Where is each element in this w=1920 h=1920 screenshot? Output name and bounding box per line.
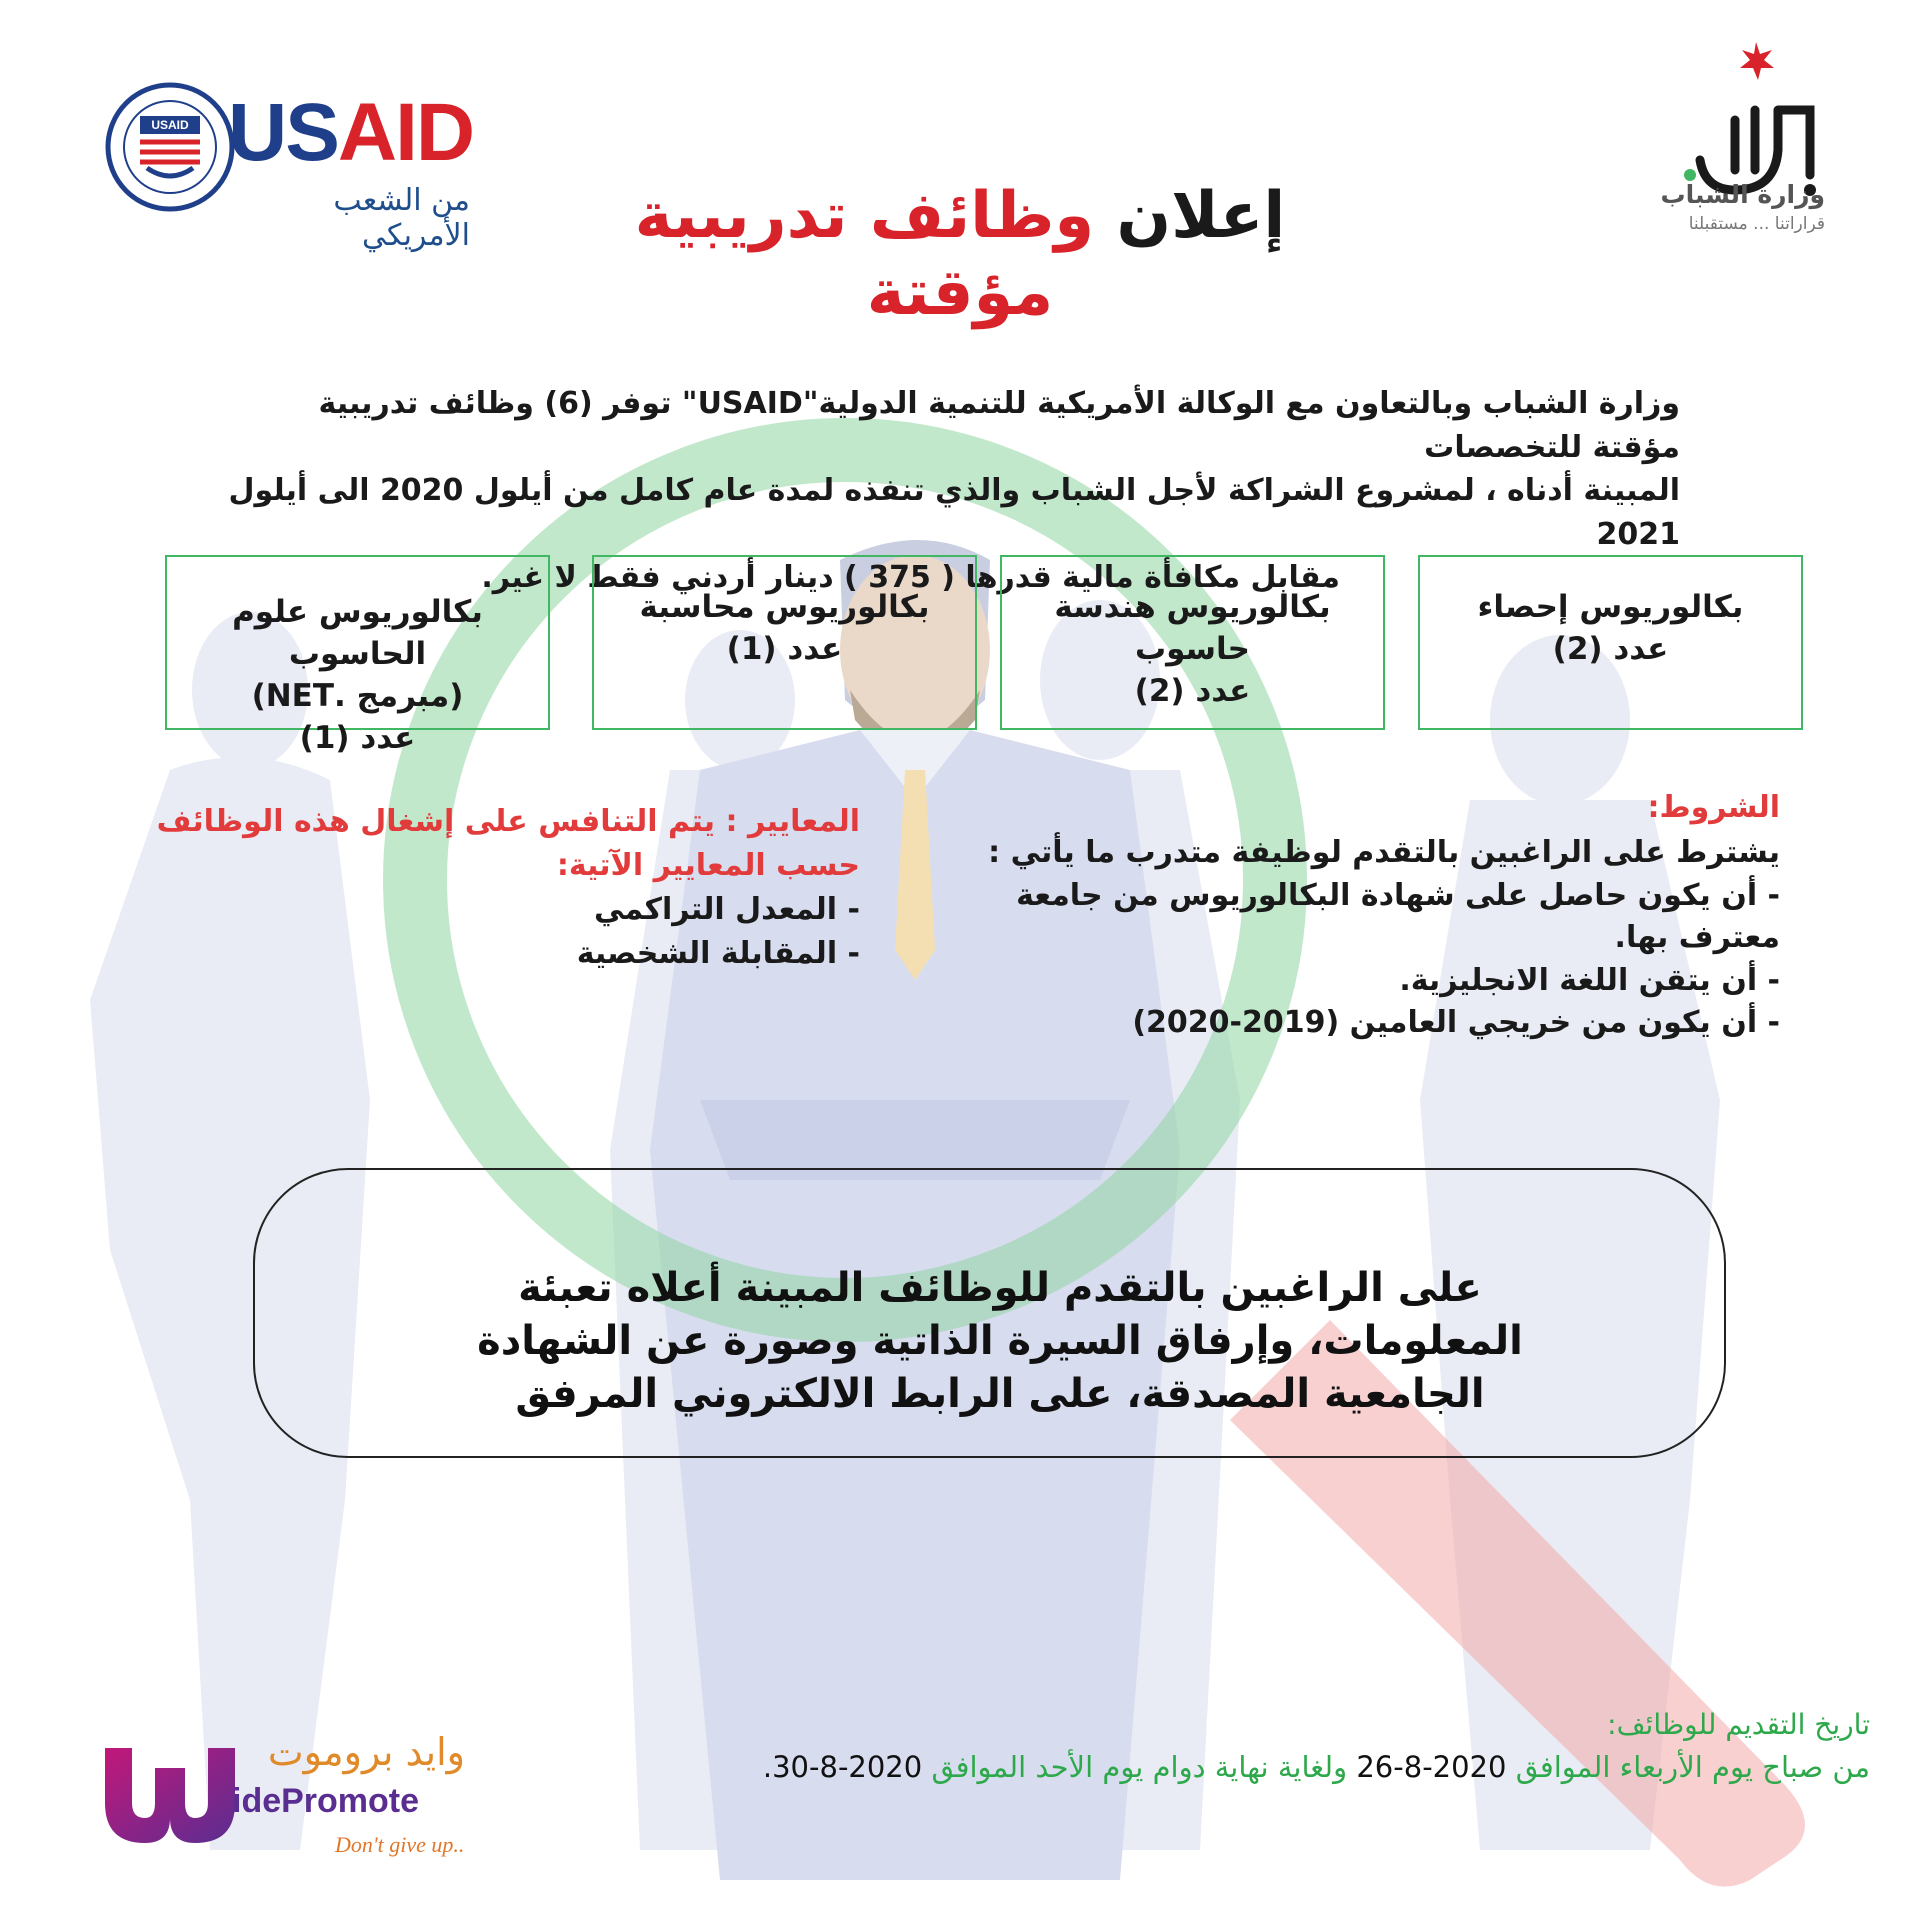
job-count: عدد (2) xyxy=(1134,672,1251,709)
condition-item: - أن يكون حاصل على شهادة البكالوريوس من جامعة معترف بها. xyxy=(1016,877,1780,956)
criteria-item: - المعدل التراكمي xyxy=(594,892,860,927)
job-count: عدد (2) xyxy=(1552,630,1669,667)
job-title: بكالوريوس علوم الحاسوب xyxy=(232,594,483,672)
widepromote-slogan: Don't give up.. xyxy=(335,1832,465,1857)
condition-item: - أن يكون من خريجي العامين (2019-2020) xyxy=(1132,1005,1780,1041)
job-title: بكالوريوس محاسبة xyxy=(639,589,930,625)
usaid-wordmark xyxy=(228,87,474,178)
page-title xyxy=(600,178,1320,332)
ministry-name: وزارة الشباب xyxy=(1660,180,1825,209)
usaid-seal-icon xyxy=(105,82,235,212)
job-box-accounting xyxy=(592,555,977,730)
criteria-item: - المقابلة الشخصية xyxy=(576,935,860,971)
intro-line-2: المبينة أدناه ، لمشروع الشراكة لأجل الشباب والذي تنفذه لمدة عام كامل من أيلول 2020 الى أيلول 2021 xyxy=(228,473,1680,552)
job-box-statistics xyxy=(1418,555,1803,730)
date-end: 2020-8-30. xyxy=(762,1750,923,1784)
widepromote-english-name: idePromote xyxy=(232,1782,420,1820)
date-part-2: ولغاية نهاية دوام يوم الأحد الموافق xyxy=(931,1750,1348,1784)
apply-instructions: على الراغبين بالتقدم للوظائف المبينة أعلاه تعبئة المعلومات، وإرفاق السيرة الذاتية وصورة عن الشهادة الجامعية المصدقة، على الرابط الالكتروني المرفق xyxy=(477,1265,1523,1418)
ministry-slogan: قراراتنا ... مستقبلنا xyxy=(1688,214,1825,234)
job-box-computer-engineering xyxy=(1000,555,1385,730)
usaid-wordmark-aid: AID xyxy=(337,87,474,178)
criteria-title: المعايير : يتم التنافس على إشغال هذه الوظائف حسب المعايير الآتية: xyxy=(156,804,860,883)
conditions-list xyxy=(930,832,1780,1045)
intro-line-1: وزارة الشباب وبالتعاون مع الوكالة الأمريكية للتنمية الدولية"USAID" توفر (6) وظائف تدريبية مؤقتة للتخصصات xyxy=(318,386,1680,465)
application-date-line xyxy=(600,1750,1870,1784)
title-jobs: وظائف تدريبية مؤقتة xyxy=(634,179,1095,330)
job-subtitle: (مبرمج .NET) xyxy=(251,677,464,714)
conditions-title: الشروط: xyxy=(1647,790,1780,825)
date-start: 2020-8-26 xyxy=(1356,1750,1507,1784)
job-title: بكالوريوس إحصاء xyxy=(1477,589,1744,625)
job-box-computer-science xyxy=(165,555,550,756)
application-date-title: تاريخ التقديم للوظائف: xyxy=(1607,1708,1870,1741)
conditions-intro: يشترط على الراغبين بالتقدم لوظيفة متدرب ما يأتي : xyxy=(988,835,1780,870)
title-announcement: إعلان xyxy=(1116,179,1286,253)
condition-item: - أن يتقن اللغة الانجليزية. xyxy=(1399,962,1780,998)
job-count: عدد (1) xyxy=(726,630,843,667)
widepromote-arabic-name: وايد بروموت xyxy=(267,1730,465,1774)
criteria-list xyxy=(500,888,860,975)
intro-line-3: مقابل مكافأة مالية قدرها ( 375 ) دينار أردني فقط لا غير. xyxy=(481,560,1340,595)
job-title: بكالوريوس هندسة حاسوب xyxy=(1054,589,1331,667)
usaid-wordmark-us: US xyxy=(228,87,338,178)
usaid-seal-text: USAID xyxy=(151,118,189,132)
date-part-1: من صباح يوم الأربعاء الموافق xyxy=(1515,1750,1870,1784)
job-count: عدد (1) xyxy=(299,719,416,756)
widepromote-logo-icon xyxy=(90,1708,250,1868)
usaid-subtitle: من الشعب الأمريكي xyxy=(333,183,470,253)
ministry-logo-icon xyxy=(1660,40,1830,240)
